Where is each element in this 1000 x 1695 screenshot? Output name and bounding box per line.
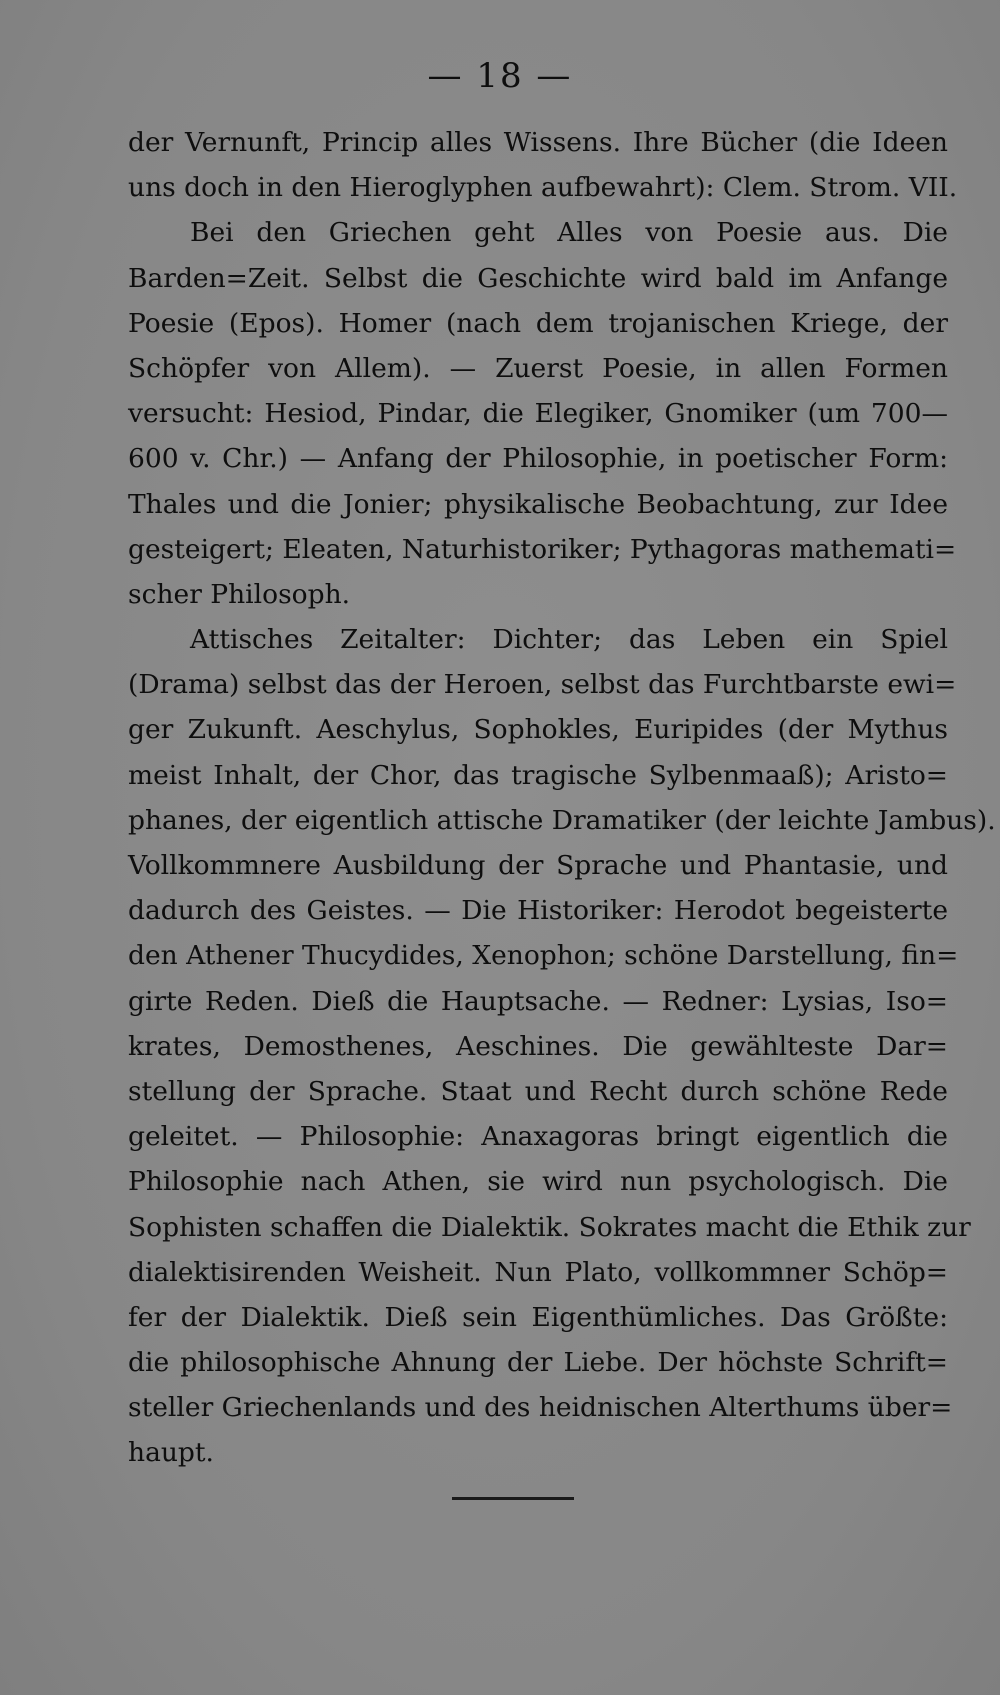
page-number: — 18 —: [427, 56, 573, 96]
text-line: den Athener Thucydides, Xenophon; schöne Darstellung, fin=: [128, 940, 959, 972]
text-line: Barden=Zeit. Selbst die Geschichte wird bald im Anfange: [128, 262, 948, 294]
text-line: ger Zukunft. Aeschylus, Sophokles, Euripides (der Mythus: [128, 714, 948, 746]
text-line: fer der Dialektik. Dieß sein Eigenthümliches. Das Größte:: [128, 1301, 948, 1333]
text-line: versucht: Hesiod, Pindar, die Elegiker, Gnomiker (um 700—: [128, 398, 948, 430]
end-rule: [452, 1497, 574, 1500]
text-line: haupt.: [128, 1437, 214, 1469]
text-line: Sophisten schaffen die Dialektik. Sokrates macht die Ethik zur: [128, 1211, 971, 1243]
text-line: Poesie (Epos). Homer (nach dem trojanischen Kriege, der: [128, 307, 948, 339]
text-line: uns doch in den Hieroglyphen aufbewahrt): Clem. Strom. VII.: [128, 172, 958, 204]
text-line: Thales und die Jonier; physikalische Beobachtung, zur Idee: [128, 488, 948, 520]
text-line: geleitet. — Philosophie: Anaxagoras bringt eigentlich die: [128, 1121, 948, 1153]
text-line: dadurch des Geistes. — Die Historiker: Herodot begeisterte: [128, 895, 948, 927]
text-line: meist Inhalt, der Chor, das tragische Sylbenmaaß); Aristo=: [128, 759, 948, 791]
text-line: krates, Demosthenes, Aeschines. Die gewählteste Dar=: [128, 1030, 948, 1062]
text-line: scher Philosoph.: [128, 578, 351, 610]
text-line: Vollkommnere Ausbildung der Sprache und Phantasie, und: [128, 850, 948, 881]
text-line: (Drama) selbst das der Heroen, selbst das Furchtbarste ewi=: [128, 669, 957, 701]
text-line: Philosophie nach Athen, sie wird nun psychologisch. Die: [128, 1166, 948, 1198]
body-text: [128, 120, 996, 1476]
text-line: 600 v. Chr.) — Anfang der Philosophie, in poetischer Form:: [128, 443, 948, 475]
text-line: girte Reden. Dieß die Hauptsache. — Redner: Lysias, Iso=: [128, 985, 948, 1017]
text-line: phanes, der eigentlich attische Dramatiker (der leichte Jambus).: [128, 804, 996, 836]
text-line: dialektisirenden Weisheit. Nun Plato, vollkommner Schöp=: [128, 1256, 948, 1288]
text-line: die philosophische Ahnung der Liebe. Der höchste Schrift=: [128, 1347, 948, 1379]
text-line: stellung der Sprache. Staat und Recht durch schöne Rede: [128, 1075, 948, 1107]
text-line: Bei den Griechen geht Alles von Poesie aus. Die: [190, 217, 948, 249]
text-line: steller Griechenlands und des heidnischen Alterthums über=: [128, 1392, 953, 1424]
text-line: der Vernunft, Princip alles Wissens. Ihre Bücher (die Ideen: [128, 127, 948, 158]
text-line: gesteigert; Eleaten, Naturhistoriker; Pythagoras mathemati=: [128, 533, 957, 565]
text-line: Schöpfer von Allem). — Zuerst Poesie, in allen Formen: [128, 352, 948, 384]
text-line: Attisches Zeitalter: Dichter; das Leben ein Spiel: [190, 624, 948, 656]
